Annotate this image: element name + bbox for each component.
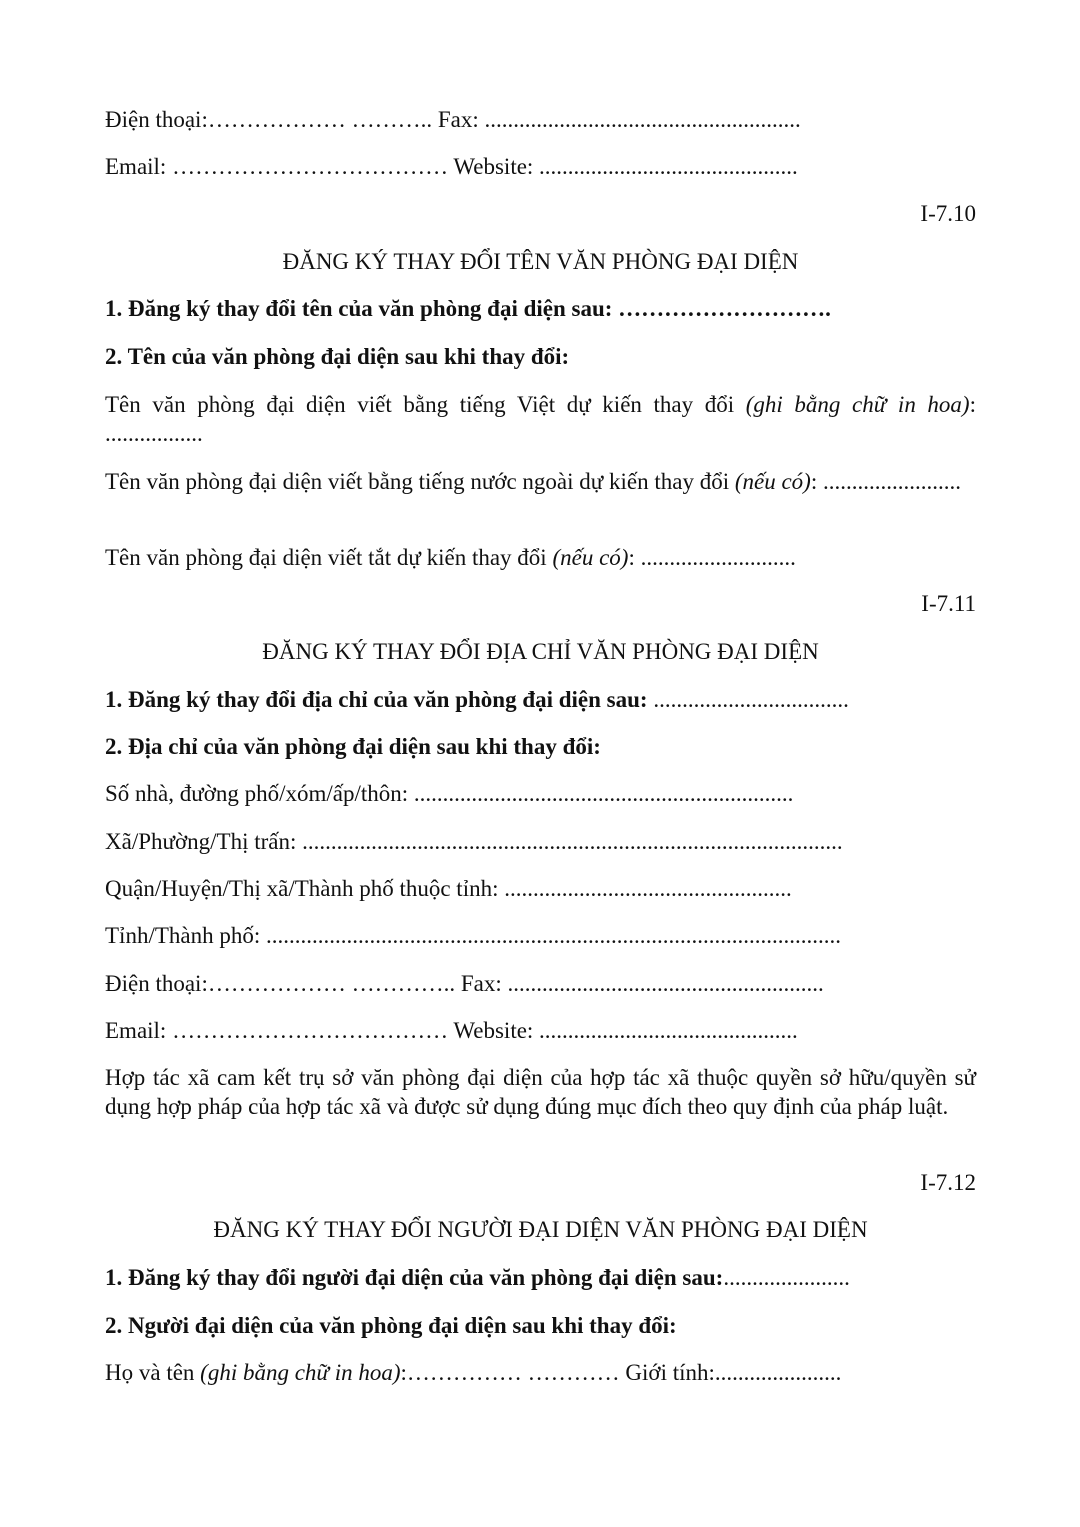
s710-abbr-name-label: Tên văn phòng đại diện viết tắt dự kiến thay đổi: [105, 545, 553, 570]
s712-item-2: 2. Người đại diện của văn phòng đại diện sau khi thay đổi:: [105, 1313, 677, 1338]
s710-item-2: 2. Tên của văn phòng đại diện sau khi thay đổi:: [105, 344, 570, 369]
s710-abbr-name-field: [105, 544, 976, 571]
s710-viet-name-label: Tên văn phòng đại diện viết bằng tiếng Việt dự kiến thay đổi: [105, 392, 746, 417]
s711-item-1-label: 1. Đăng ký thay đổi địa chỉ của văn phòng đại diện sau:: [105, 687, 654, 712]
s710-item-1: 1. Đăng ký thay đổi tên của văn phòng đại diện sau: ……………………….: [105, 296, 831, 321]
s711-item-1-dots: ..................................: [653, 687, 849, 712]
s712-item-1: [105, 1264, 976, 1291]
s711-district-field: Quận/Huyện/Thị xã/Thành phố thuộc tỉnh: ..................................................: [105, 876, 792, 901]
s710-foreign-name-label: Tên văn phòng đại diện viết bằng tiếng nước ngoài dự kiến thay đổi: [105, 469, 735, 494]
s712-name-field: [105, 1359, 976, 1386]
section-code-7-11: I-7.11: [921, 591, 976, 616]
section-code-7-10: I-7.10: [920, 201, 976, 226]
s711-ward-field: Xã/Phường/Thị trấn: ..............................................................................................: [105, 829, 843, 854]
section-title-7-12: ĐĂNG KÝ THAY ĐỔI NGƯỜI ĐẠI DIỆN VĂN PHÒNG ĐẠI DIỆN: [213, 1217, 868, 1242]
s711-item-2: 2. Địa chỉ của văn phòng đại diện sau khi thay đổi:: [105, 734, 601, 759]
section-title-7-10: ĐĂNG KÝ THAY ĐỔI TÊN VĂN PHÒNG ĐẠI DIỆN: [282, 249, 799, 274]
s711-phone-field: Điện thoại:……………… ………….. Fax: .......................................................: [105, 971, 824, 996]
s712-name-label: Họ và tên: [105, 1360, 201, 1385]
s710-abbr-name-note: (nếu có): [552, 545, 629, 570]
s710-foreign-name-tail: : ........................: [810, 469, 961, 494]
top-phone-line: Điện thoại:……………… ……….. Fax: .......................................................: [105, 107, 801, 132]
s712-item-1-dots: ......................: [723, 1265, 850, 1290]
s711-email-field: Email: ……………………………… Website: .............................................: [105, 1018, 798, 1043]
s711-street-field: Số nhà, đường phố/xóm/ấp/thôn: ..................................................................: [105, 781, 794, 806]
s710-viet-name-note: (ghi bằng chữ in hoa): [745, 392, 970, 417]
s712-name-note: (ghi bằng chữ in hoa): [200, 1360, 401, 1385]
s712-name-tail: :…………… ………… Giới tính:......................: [400, 1360, 842, 1385]
s711-province-field: Tỉnh/Thành phố: ....................................................................................................: [105, 923, 841, 948]
section-code-7-12: I-7.12: [920, 1170, 976, 1195]
section-title-7-11: ĐĂNG KÝ THAY ĐỔI ĐỊA CHỈ VĂN PHÒNG ĐẠI DIỆN: [262, 639, 819, 664]
s711-item-1: [105, 686, 976, 713]
s710-foreign-name-field: [105, 467, 976, 496]
s710-foreign-name-note: (nếu có): [734, 469, 811, 494]
top-email-line: Email: ……………………………… Website: .............................................: [105, 154, 798, 179]
document-page: [105, 0, 976, 1527]
s710-viet-name-tail: : .................: [105, 392, 976, 446]
s710-viet-name-field: [105, 390, 976, 448]
s711-commitment: Hợp tác xã cam kết trụ sở văn phòng đại diện của hợp tác xã thuộc quyền sở hữu/quyền sử dụng hợp pháp của hợp tác xã và được sử dụng đúng mục đích theo quy định của pháp luật.: [105, 1065, 976, 1119]
s710-abbr-name-tail: : ...........................: [628, 545, 796, 570]
s712-item-1-label: 1. Đăng ký thay đổi người đại diện của văn phòng đại diện sau:: [105, 1265, 724, 1290]
